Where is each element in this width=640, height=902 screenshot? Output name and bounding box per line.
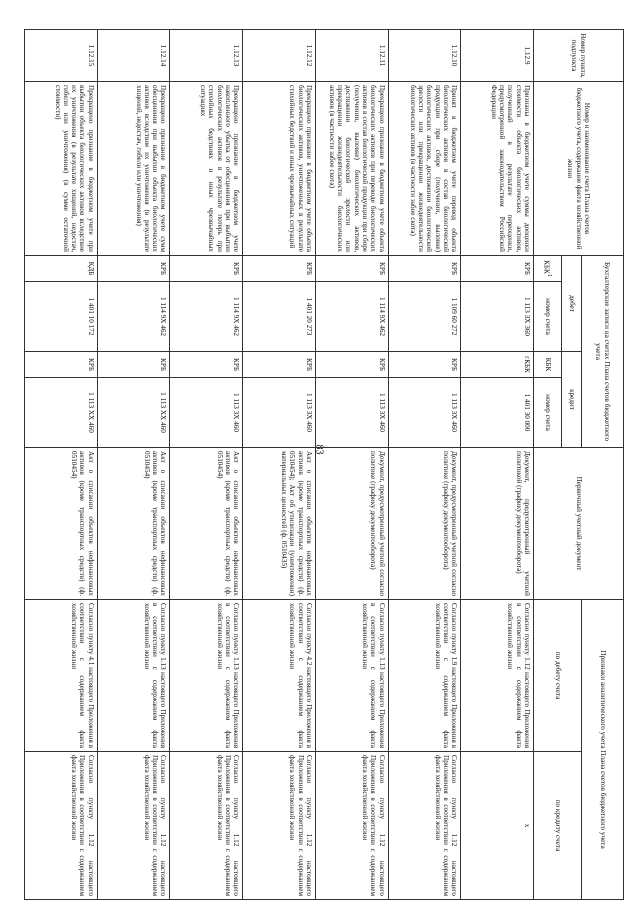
row-analytics-credit: Согласно пункту 1.12 настоящего Приложения в соответствии с содержанием факта хозяйственной жизни — [388, 752, 461, 900]
row-credit-account: 1 113 3Х 460 — [388, 378, 461, 448]
row-analytics-credit: Согласно пункту 1.12 настоящего Приложения в соответствии с содержанием факта хозяйственной жизни — [315, 752, 388, 900]
row-number: 1.12.11 — [315, 30, 388, 82]
header-debit-kbk — [534, 256, 562, 282]
kbk-footnote: 1 — [546, 273, 553, 277]
header-number: Номер пункта, подпункта — [534, 30, 624, 82]
row-debit-account: 1 113 3Х 360 — [461, 282, 534, 352]
table-row — [25, 30, 98, 900]
row-document: Акт о списании объектов нефинансовых активов (кроме транспортных средств) (ф. 0510454); Акт об утилизации (уничтожении) материальных ценностей (ф. 0510435) — [243, 448, 316, 600]
row-debit-kbk: КРБ — [461, 256, 534, 282]
row-content: Прекращено признание в бюджетном учете при выбытии объекта биологических активов вследствие их уничтожения (в результате хищений, недостач, гибели или уничтожения) (в сумме остаточной стоимости) — [25, 82, 98, 256]
row-number: 1.12.10 — [388, 30, 461, 82]
row-content: Принят в бюджетном учете перевод объекта биологических активов в состав биологической продукции при сборе (получении, выловке) биологических активов, достижении биологической зрелости или прекращении жизнедеятельности биологических активов (в частности забое скота) — [388, 82, 461, 256]
row-credit-kbk: КРБ — [97, 352, 170, 378]
row-document: Документ, предусмотренный учетной согласно политике (графику документооборота) — [315, 448, 388, 600]
table-row — [388, 30, 461, 900]
rotated-document — [24, 29, 624, 899]
row-credit-kbk: КРБ — [25, 352, 98, 378]
row-content: Прекращено признание в бюджетном учете объекта биологических активов, уничтоженных в результате стихийных бедствий и иных чрезвычайных ситуаций — [243, 82, 316, 256]
row-credit-kbk: КРБ — [170, 352, 243, 378]
row-document: Акт о списании объектов нефинансовых активов (кроме транспортных средств) (ф. 0510454) — [25, 448, 98, 600]
row-credit-account: 1 113 ХХ 460 — [25, 378, 98, 448]
row-analytics-credit: Согласно пункту 1.12 настоящего Приложения в соответствии с содержанием факта хозяйственной жизни — [97, 752, 170, 900]
accounting-entries-table — [24, 29, 624, 900]
row-debit-kbk: КРБ — [388, 256, 461, 282]
header-analytics-debit: по дебету счета — [534, 600, 582, 752]
row-analytics-debit: Согласно пункту 1.12 настоящего Приложения в соответствии с содержанием факта хозяйственной жизни — [461, 600, 534, 752]
header-debit-account-number: номер счета — [534, 282, 562, 352]
row-number: 1.12.9 — [461, 30, 534, 82]
header-analytics-credit: по кредиту счета — [534, 752, 582, 900]
row-number: 1.12.12 — [243, 30, 316, 82]
row-content: Признаны в бюджетном учете суммы дооценки стоимости объекта биологических активов, полученный в результате переоценки, предусмотренной законодательством Российской Федерации — [461, 82, 534, 256]
row-analytics-debit: Согласно пункту 1.13 настоящего Приложения в соответствии с содержанием факта хозяйственной жизни — [97, 600, 170, 752]
row-analytics-debit: Согласно пункту 4.2 настоящего Приложения в соответствии с содержанием факта хозяйственной жизни — [243, 600, 316, 752]
header-account-name: Номер и наименование счета Плана счетов бюджетного учета, содержание факта хозяйственной жизни — [534, 82, 624, 256]
row-analytics-credit: Согласно пункту 1.12 настоящего Приложения в соответствии с содержанием факта хозяйственной жизни — [243, 752, 316, 900]
row-analytics-debit: Согласно пункту 1.13 настоящего Приложения в соответствии с содержанием факта хозяйственной жизни — [315, 600, 388, 752]
row-analytics-debit: Согласно пункту 1.13 настоящего Приложения в соответствии с содержанием факта хозяйственной жизни — [170, 600, 243, 752]
row-document: Акт о списании объектов нефинансовых активов (кроме транспортных средств) (ф. 0510454) — [170, 448, 243, 600]
table-row — [170, 30, 243, 900]
row-debit-account: 1 114 9Х 462 — [315, 282, 388, 352]
row-credit-kbk: КРБ — [315, 352, 388, 378]
page-number: 83 — [313, 444, 325, 455]
row-analytics-credit: Согласно пункту 1.12 настоящего Приложения в соответствии с содержанием факта хозяйственной жизни — [170, 752, 243, 900]
header-entries: Бухгалтерские записи на счетах Плана счетов бюджетного учета — [582, 256, 624, 448]
row-analytics-credit: Согласно пункту 1.12 настоящего Приложения в соответствии с содержанием факта хозяйственной жизни — [25, 752, 98, 900]
row-credit-account: 1 113 ХХ 460 — [97, 378, 170, 448]
header-credit: кредит — [562, 352, 582, 448]
row-debit-account: 1 401 20 273 — [243, 282, 316, 352]
row-debit-kbk: КДБ — [25, 256, 98, 282]
row-debit-account: 1 109 60 272 — [388, 282, 461, 352]
table-row — [315, 30, 388, 900]
row-number: 1.12.13 — [170, 30, 243, 82]
row-analytics-debit: Согласно пункту 1.9 настоящего Приложения в соответствии с содержанием факта хозяйственной жизни — [388, 600, 461, 752]
row-debit-kbk: КРБ — [243, 256, 316, 282]
row-debit-account: 1 401 10 172 — [25, 282, 98, 352]
header-row-1 — [582, 30, 624, 900]
row-credit-account: 1 113 3Х 460 — [315, 378, 388, 448]
row-number: 1.12.15 — [25, 30, 98, 82]
row-credit-kbk: КРБ — [388, 352, 461, 378]
row-document: Документ, предусмотренный учетной политикой (графику документооборота) — [461, 448, 534, 600]
row-debit-kbk: КРБ — [97, 256, 170, 282]
row-content: Прекращено признание в бюджетном учете сумм обесценения при выбытии объекта биологических активов вследствие их уничтожения (в результате хищений, недостач, гибели или уничтожения) — [97, 82, 170, 256]
table-row — [97, 30, 170, 900]
table-row — [243, 30, 316, 900]
row-content: Прекращено признание в бюджетном учете объекта биологических активов при переводе биологических активов в состав биологической продукции при сборе (получении, выловке) биологических активов, достижении биологической зрелости или прекращении жизнедеятельности биологических активов (в частности забое скота) — [315, 82, 388, 256]
header-credit-kbk: КБК — [534, 352, 562, 378]
row-analytics-debit: Согласно пункту 4.1 настоящего Приложения в соответствии с содержанием факта хозяйственной жизни — [25, 600, 98, 752]
row-document: Документ, предусмотренный учетной согласно политике (графику документооборота) — [388, 448, 461, 600]
row-analytics-credit: х — [461, 752, 534, 900]
row-credit-account: 1 401 30 000 — [461, 378, 534, 448]
header-analytics: Признаки аналитического учета Плана счетов бюджетного учета — [582, 600, 624, 900]
row-credit-account: 1 113 3Х 460 — [170, 378, 243, 448]
row-credit-kbk: гКБК — [461, 352, 534, 378]
row-credit-kbk: КРБ — [243, 352, 316, 378]
header-debit: дебет — [562, 256, 582, 352]
row-debit-kbk: КРБ — [170, 256, 243, 282]
row-document: Акт о списании объектов нефинансовых активов (кроме транспортных средств) (ф. 0510454) — [97, 448, 170, 600]
row-content: Прекращено признание в бюджетном учете накопленного убытка от обесценения при выбытии биологических активов в результате потерь при стихийных бедствиях и иных чрезвычайных ситуациях — [170, 82, 243, 256]
row-number: 1.12.14 — [97, 30, 170, 82]
kbk-label: КБК — [542, 260, 551, 274]
header-primary-document: Первичный учетный документ — [534, 448, 624, 600]
row-debit-account: 1 114 9Х 462 — [97, 282, 170, 352]
row-debit-kbk: КРБ — [315, 256, 388, 282]
row-debit-account: 1 114 9Х 462 — [170, 282, 243, 352]
row-credit-account: 1 113 3Х 460 — [243, 378, 316, 448]
header-credit-account-number: номер счета — [534, 378, 562, 448]
table-row — [461, 30, 534, 900]
